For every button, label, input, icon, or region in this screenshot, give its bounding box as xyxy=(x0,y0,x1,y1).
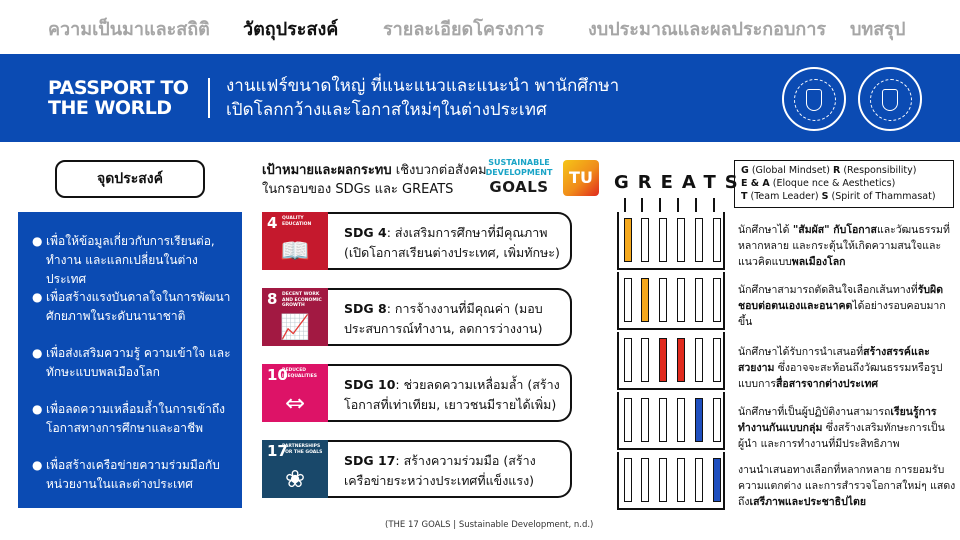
quality-education-icon: 4 QUALITY EDUCATION 📖 xyxy=(262,212,328,270)
sdg-card: SDG 10: ช่วยลดความเหลื่อมล้ำ (สร้างโอกาสที่เท่าเทียม, เยาวชนมีรายได้เพิ่ม) xyxy=(318,364,572,422)
greats-cell-empty xyxy=(641,218,649,262)
greats-outcome-text: นักศึกษาที่เป็นผู้ปฏิบัติงานสามารถเรียนรู้การทำงานกันแบบกลุ่ม ซึ่งสร้างเสริมทักษะการเป็นผู้นำ และการทำงานที่มีประสิทธิภาพ xyxy=(738,406,945,450)
greats-cell-filled xyxy=(677,338,685,382)
partnerships-icon: 17 PARTNERSHIPS FOR THE GOALS ❀ xyxy=(262,440,328,498)
banner-line-1: งานแฟร์ขนาดใหญ่ ที่แนะแนวและแนะนำ พานักศึกษา xyxy=(226,76,620,96)
tu-logo: TU xyxy=(563,160,599,196)
reduced-inequalities-icon: 10 REDUCED INEQUALITIES ⇔ xyxy=(262,364,328,422)
greats-cell-empty xyxy=(677,458,685,502)
objective-item: ● เพื่อสร้างเครือข่ายความร่วมมือกับหน่วยงานในและต่างประเทศ xyxy=(32,456,238,494)
greats-cell-empty xyxy=(677,278,685,322)
objectives-panel xyxy=(18,212,242,508)
greats-cell-empty xyxy=(641,458,649,502)
sdg-logo: SUSTAINABLE DEVELOPMENT GOALS xyxy=(485,158,553,196)
sdg-card: SDG 17: สร้างความร่วมมือ (สร้างเครือข่ายระหว่างประเทศที่แข็งแรง) xyxy=(318,440,572,498)
greats-outcome-text: งานนำเสนอทางเลือกที่หลากหลาย การยอมรับความแตกต่าง และการสำรวจโอกาสใหม่ๆ แสดงถึงเสรีภาพและประชาธิปไตย xyxy=(738,464,956,508)
brand-title xyxy=(48,78,188,118)
greats-cell-filled xyxy=(695,398,703,442)
greats-outcome-text: นักศึกษาได้รับการนำเสนอที่สร้างสรรค์และสวยงาม ซึ่งอาจจะสะท้อนถึงวัฒนธรรมหรือรูปแบบการสื่อสารจากต่างประเทศ xyxy=(738,346,943,390)
objective-item: ● เพื่อส่งเสริมความรู้ ความเข้าใจ และทักษะแบบพลเมืองโลก xyxy=(32,344,238,382)
greats-grid-row xyxy=(617,212,725,270)
nav-item-summary[interactable]: บทสรุป xyxy=(850,19,906,40)
greats-outcome-text: นักศึกษาสามารถตัดสินใจเลือกเส้นทางที่รับผิดชอบต่อตนเองและอนาคตได้อย่างรอบคอบมากขึ้น xyxy=(738,284,946,328)
bullet-icon: ● xyxy=(32,346,43,360)
objective-item: ● เพื่อสร้างแรงบันดาลใจในการพัฒนาศักยภาพในระดับนานาชาติ xyxy=(32,288,238,326)
greats-cell-empty xyxy=(695,338,703,382)
nav-item-background[interactable]: ความเป็นมาและสถิติ xyxy=(48,19,210,40)
greats-cell-empty xyxy=(695,278,703,322)
greats-cell-empty xyxy=(659,458,667,502)
citation: (THE 17 GOALS | Sustainable Development, n.d.) xyxy=(385,520,594,530)
greats-tick xyxy=(695,198,697,212)
brand-line-1: PASSPORT TO xyxy=(48,77,189,99)
bullet-icon: ● xyxy=(32,290,43,304)
greats-cell-empty xyxy=(659,218,667,262)
greats-cell-empty xyxy=(659,398,667,442)
nav-item-budget[interactable]: งบประมาณและผลประกอบการ xyxy=(588,19,827,40)
greats-cell-empty xyxy=(713,218,721,262)
greats-cell-empty xyxy=(695,218,703,262)
greats-tick xyxy=(677,198,679,212)
greats-grid-row xyxy=(617,452,725,510)
greats-grid-row xyxy=(617,392,725,450)
sdg-card: SDG 8: การจ้างงานที่มีคุณค่า (มอบประสบการณ์ทำงาน, ลดการว่างงาน) xyxy=(318,288,572,346)
greats-tick xyxy=(624,198,626,212)
decent-work-icon: 8 DECENT WORK AND ECONOMIC GROWTH 📈 xyxy=(262,288,328,346)
brand-divider xyxy=(208,78,210,118)
objective-item: ● เพื่อลดความเหลื่อมล้ำในการเข้าถึงโอกาสทางการศึกษาและอาชีพ xyxy=(32,400,238,438)
greats-cell-filled xyxy=(624,218,632,262)
bullet-icon: ● xyxy=(32,234,43,248)
greats-cell-filled xyxy=(641,278,649,322)
greats-cell-empty xyxy=(713,398,721,442)
greats-cell-empty xyxy=(713,338,721,382)
greats-cell-empty xyxy=(677,398,685,442)
top-nav xyxy=(0,0,960,54)
greats-cell-empty xyxy=(624,278,632,322)
objective-item: ● เพื่อให้ข้อมูลเกี่ยวกับการเรียนต่อ, ทำงาน และแลกเปลี่ยนในต่างประเทศ xyxy=(32,232,238,289)
bullet-icon: ● xyxy=(32,458,43,472)
legend-line: T (Team Leader) S (Spirit of Thammasat) xyxy=(741,191,936,202)
greats-cell-empty xyxy=(624,398,632,442)
greats-cell-empty xyxy=(641,338,649,382)
legend-line: G (Global Mindset) R (Responsibility) xyxy=(741,165,917,176)
greats-grid-row xyxy=(617,332,725,390)
greats-cell-empty xyxy=(695,458,703,502)
greats-cell-empty xyxy=(624,338,632,382)
greats-tick xyxy=(659,198,661,212)
sdg-row xyxy=(262,364,572,422)
sdg-row xyxy=(262,440,572,498)
brand-line-2: THE WORLD xyxy=(48,97,172,119)
objectives-title: จุดประสงค์ xyxy=(55,160,205,198)
banner-tagline xyxy=(226,74,619,122)
greats-tick xyxy=(713,198,715,212)
greats-cell-filled xyxy=(659,338,667,382)
nav-item-project-details[interactable]: รายละเอียดโครงการ xyxy=(383,19,545,40)
greats-cell-empty xyxy=(641,398,649,442)
greats-cell-empty xyxy=(659,278,667,322)
greats-grid-row xyxy=(617,272,725,330)
legend-line: E & A (Eloque nce & Aesthetics) xyxy=(741,178,896,189)
university-seal-icon xyxy=(782,67,846,131)
thammasat-seal-icon xyxy=(858,67,922,131)
greats-outcome-text: นักศึกษาได้ "สัมผัส" กับโอกาสและวัฒนธรรมที่หลากหลาย และกระตุ้นให้เกิดความสนใจและแนวคิดแบบพลเมืองโลก xyxy=(738,224,950,268)
greats-cell-empty xyxy=(677,218,685,262)
banner-line-2: เปิดโลกกว้างและโอกาสใหม่ๆในต่างประเทศ xyxy=(226,100,547,120)
sdg-card: SDG 4: ส่งเสริมการศึกษาที่มีคุณภาพ (เปิดโอกาสเรียนต่างประเทศ, เพิ่มทักษะ) xyxy=(318,212,572,270)
greats-title: GREATS xyxy=(614,172,747,193)
sdg-row xyxy=(262,288,572,346)
greats-tick xyxy=(641,198,643,212)
sdg-row xyxy=(262,212,572,270)
greats-legend xyxy=(734,160,954,208)
nav-item-objectives[interactable]: วัตถุประสงค์ xyxy=(243,19,339,40)
greats-cell-empty xyxy=(713,278,721,322)
bullet-icon: ● xyxy=(32,402,43,416)
impact-title: เป้าหมายและผลกระทบ เชิงบวกต่อสังคมในกรอบของ SDGs และ GREATS xyxy=(262,163,487,197)
header-banner xyxy=(0,54,960,142)
greats-cell-empty xyxy=(624,458,632,502)
greats-cell-filled xyxy=(713,458,721,502)
